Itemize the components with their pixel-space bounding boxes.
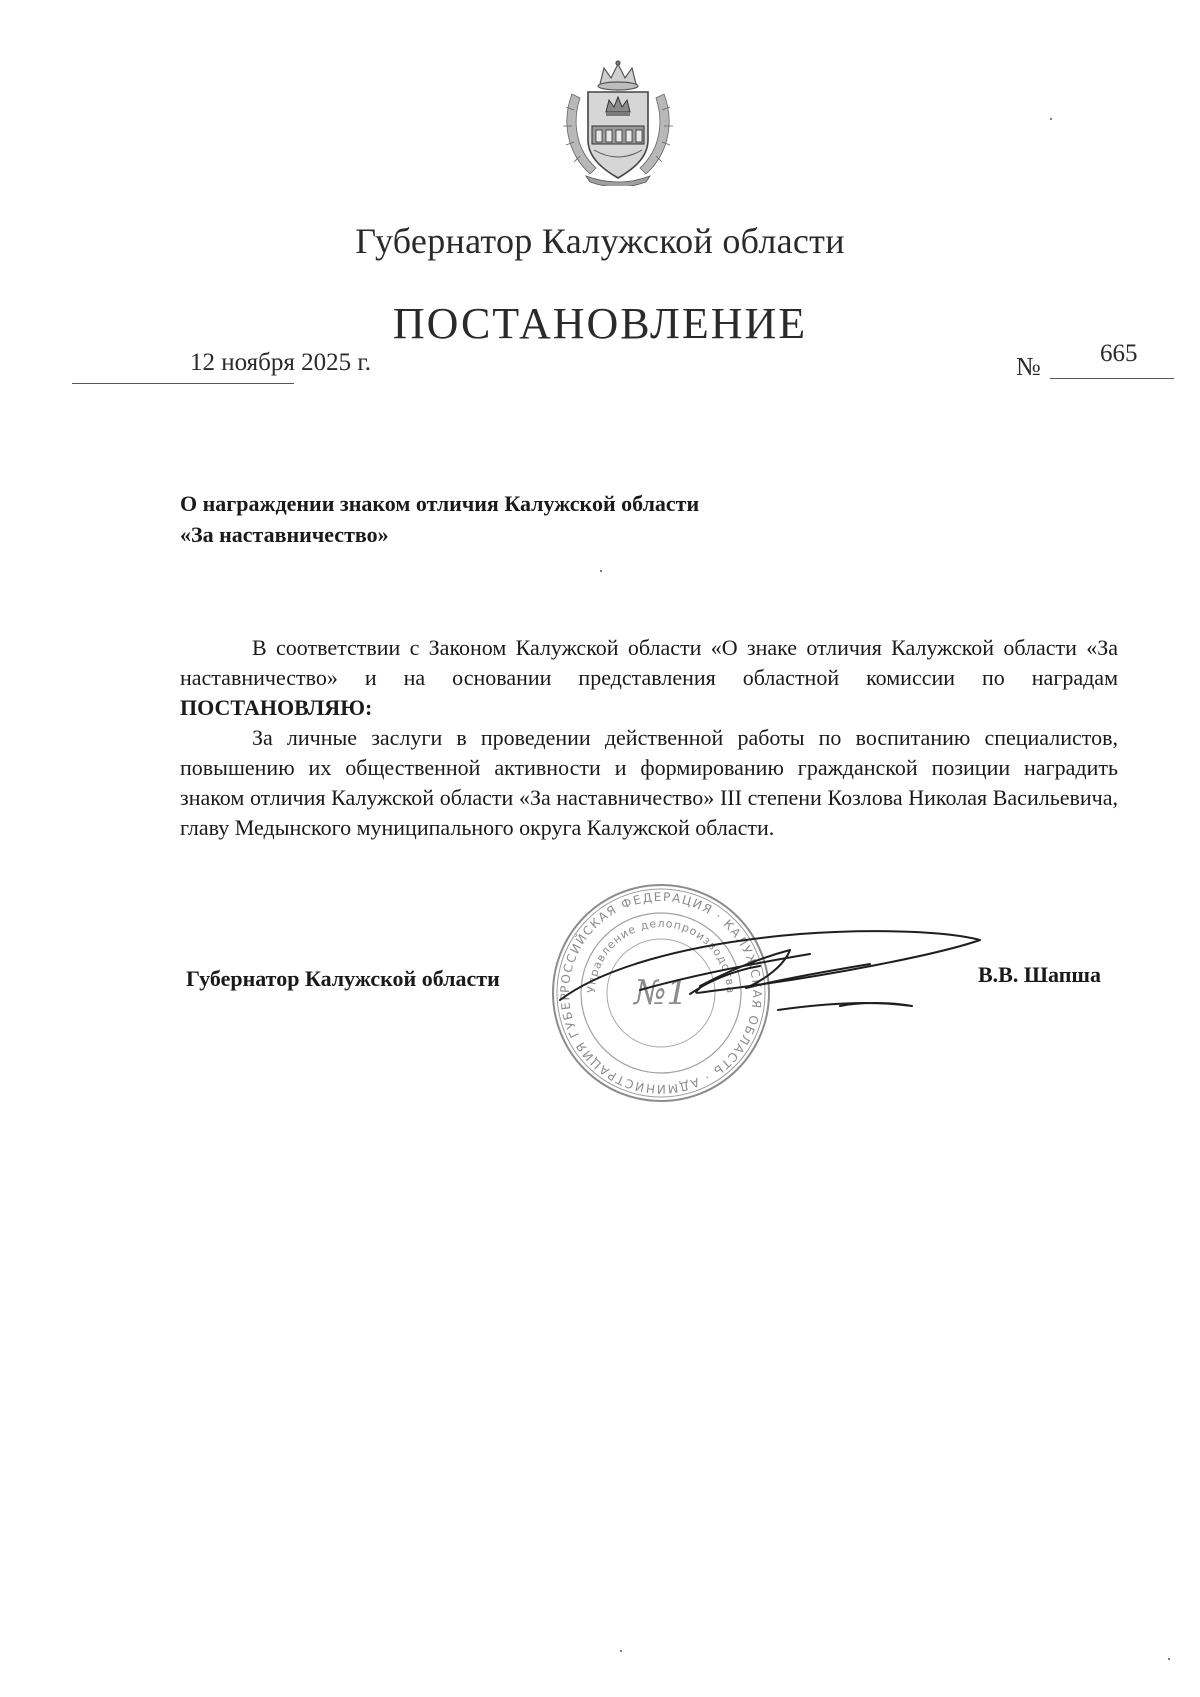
seal-center-text: №1 [634,973,688,1013]
scan-speck [600,570,602,572]
handwritten-signature [540,910,1020,1030]
scan-speck [620,1650,622,1652]
subject-line-2: «За наставничество» [180,522,389,547]
date-underline [72,383,294,384]
issuing-authority: Губернатор Калужской области [355,221,845,261]
document-body [180,633,1118,843]
document-subject [180,488,880,550]
document-date: 12 ноября 2025 г. [190,349,372,376]
signatory-name: В.В. Шапша [978,962,1101,987]
document-type-title: ПОСТАНОВЛЕНИЕ [392,299,808,348]
seal-outer-text: РОССИЙСКАЯ ФЕДЕРАЦИЯ · КАЛУЖСКАЯ ОБЛАСТЬ · АДМИНИСТРАЦИЯ ГУБЕР [557,889,765,1097]
scan-speck [1050,118,1052,120]
body-paragraph-2: За личные заслуги в проведении действенной работы по воспитанию специалистов, повышению их общественной активности и формированию гражданской позиции наградить знаком отличия Калужской области «За наставничество» III степени Козлова Николая Васильевича, главу Медынского муниципального округа Калужской области. [180,725,1118,840]
scan-speck [1168,1658,1170,1660]
coat-of-arms-icon [560,60,676,186]
number-label: № [1016,352,1041,381]
paragraph-1-text: В соответствии с Законом Калужской области «О знаке отличия Калужской области «За наставничество» и на основании представления областной комиссии по наградам [180,635,1118,690]
body-paragraph-1 [180,633,1118,723]
seal-inner-text: Управление делопроизводства [584,916,738,995]
resolution-keyword: ПОСТАНОВЛЯЮ: [180,695,373,720]
document-number: 665 [1100,340,1138,367]
signatory-title: Губернатор Калужской области [186,966,500,991]
subject-line-1: О награждении знаком отличия Калужской области [180,491,700,516]
number-underline [1050,378,1174,379]
